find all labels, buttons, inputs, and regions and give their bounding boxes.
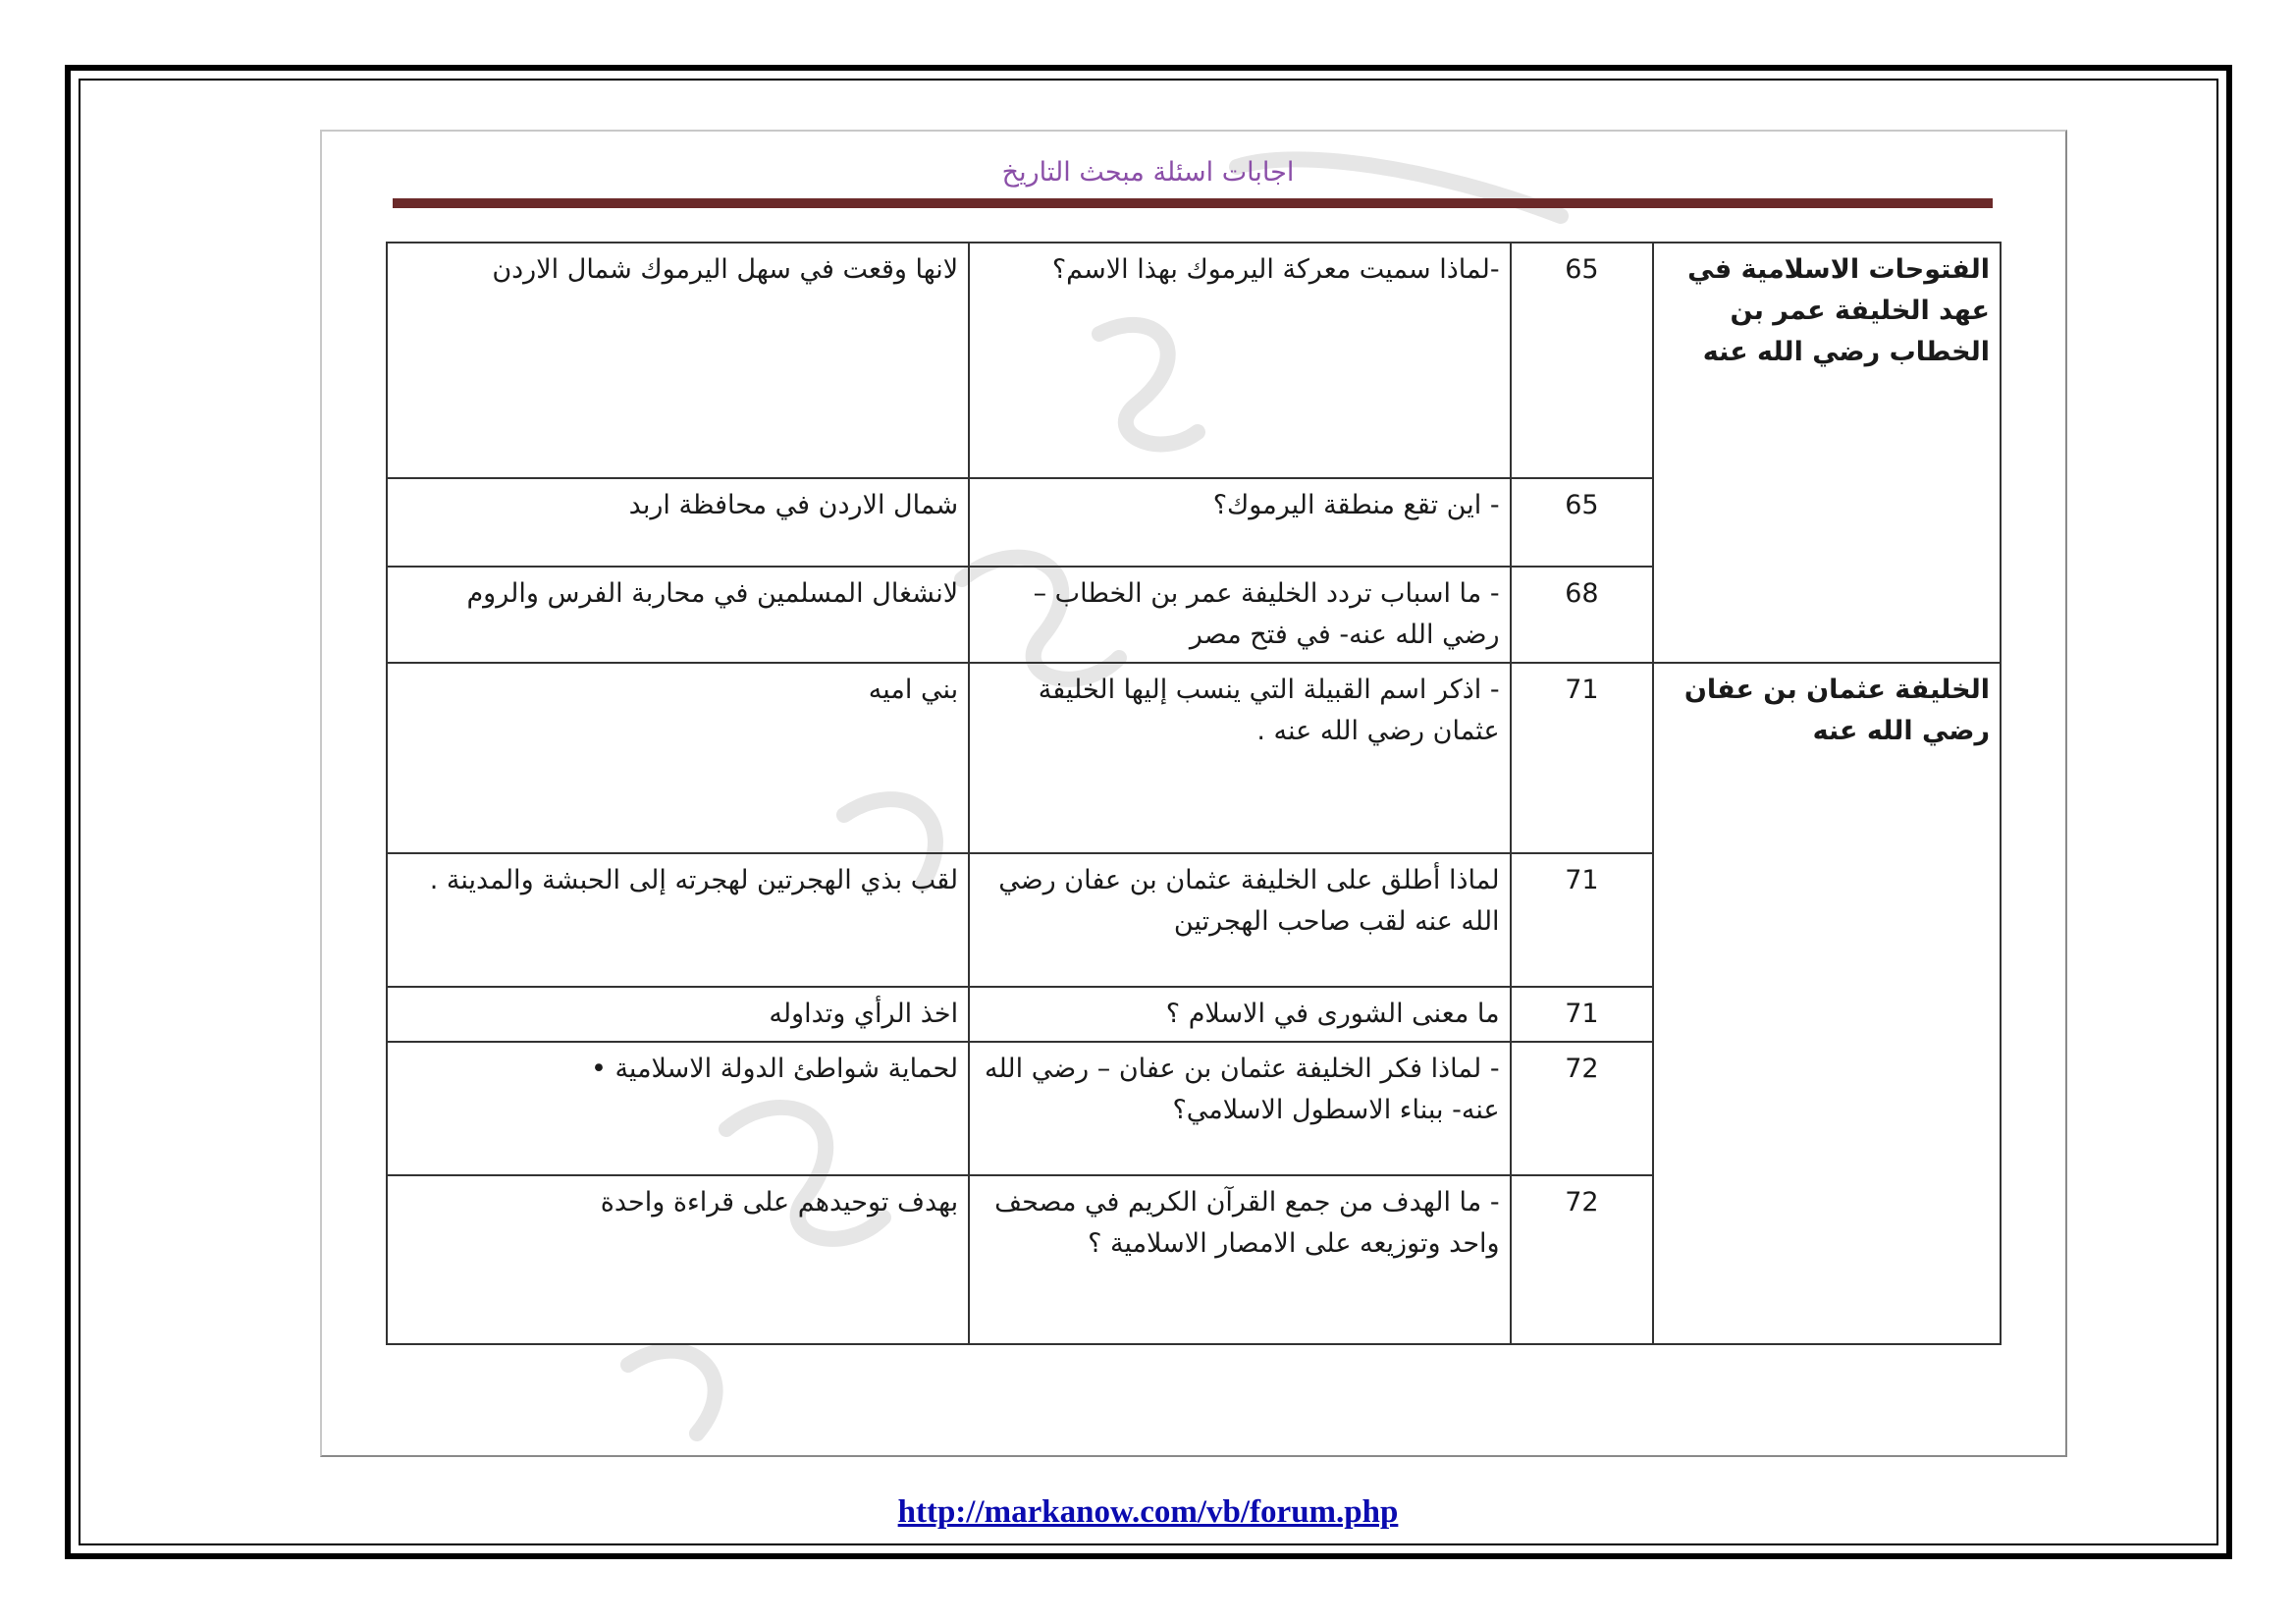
topic-cell: الخليفة عثمان بن عفان رضي الله عنه [1653,663,2001,1344]
page-number-cell: 71 [1511,987,1654,1042]
answer-cell: لقب بذي الهجرتين لهجرته إلى الحبشة والمدينة . [387,853,969,987]
table-row [387,663,2001,853]
question-cell: -لماذا سميت معركة اليرموك بهذا الاسم؟ [969,243,1510,478]
table-row [387,243,2001,478]
topic-cell: الفتوحات الاسلامية في عهد الخليفة عمر بن الخطاب رضي الله عنه [1653,243,2001,663]
answer-cell: لحماية شواطئ الدولة الاسلامية • [387,1042,969,1175]
question-cell: - ما الهدف من جمع القرآن الكريم في مصحف واحد وتوزيعه على الامصار الاسلامية ؟ [969,1175,1510,1344]
forum-link[interactable]: http://markanow.com/vb/forum.php [897,1494,1399,1530]
question-cell: ما معنى الشورى في الاسلام ؟ [969,987,1510,1042]
answer-cell: بني اميه [387,663,969,853]
answer-cell: شمال الاردن في محافظة اربد [387,478,969,567]
question-cell: - ما اسباب تردد الخليفة عمر بن الخطاب – رضي الله عنه- في فتح مصر [969,567,1510,663]
page-number-cell: 68 [1511,567,1654,663]
question-cell: لماذا أطلق على الخليفة عثمان بن عفان رضي الله عنه لقب صاحب الهجرتين [969,853,1510,987]
page-number-cell: 71 [1511,663,1654,853]
page-number-cell: 72 [1511,1175,1654,1344]
question-cell: - لماذا فكر الخليفة عثمان بن عفان – رضي الله عنه- ببناء الاسطول الاسلامي؟ [969,1042,1510,1175]
qa-table [386,242,2002,1345]
answer-cell: لانشغال المسلمين في محاربة الفرس والروم [387,567,969,663]
page-number-cell: 71 [1511,853,1654,987]
page-number-cell: 72 [1511,1042,1654,1175]
question-cell: - اين تقع منطقة اليرموك؟ [969,478,1510,567]
answer-cell: اخذ الرأي وتداوله [387,987,969,1042]
page-title: اجابات اسئلة مبحث التاريخ [1001,157,1295,188]
header-divider [393,198,1993,208]
answer-cell: لانها وقعت في سهل اليرموك شمال الاردن [387,243,969,478]
page-number-cell: 65 [1511,243,1654,478]
answer-cell: بهدف توحيدهم على قراءة واحدة [387,1175,969,1344]
page-number-cell: 65 [1511,478,1654,567]
question-cell: - اذكر اسم القبيلة التي ينسب إليها الخليفة عثمان رضي الله عنه . [969,663,1510,853]
